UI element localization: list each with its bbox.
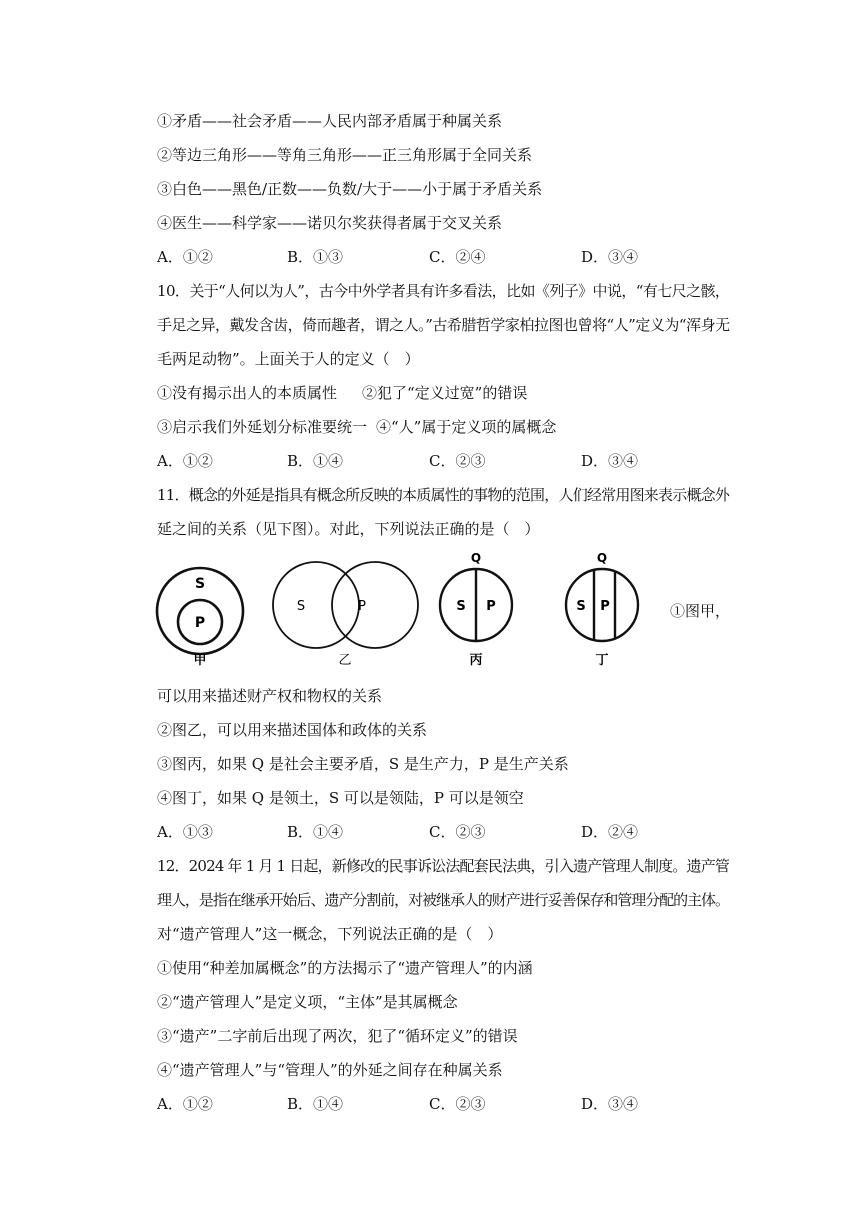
q9-option-c[interactable]: C．②④: [429, 248, 486, 266]
figure-yi: [273, 562, 418, 668]
q10-item-4: ④“人”属于定义项的属概念: [376, 418, 557, 436]
q11-stem-line-2: 延之间的关系（见下图）。对此，下列说法正确的是（ ）: [157, 520, 540, 538]
q10-item-2: ②犯了“定义过宽”的错误: [362, 384, 528, 402]
q12-option-d[interactable]: D．③④: [581, 1095, 639, 1113]
ding-label-p: P: [600, 599, 610, 614]
q11-item-3: ③图丙，如果 Q 是社会主要矛盾，S 是生产力，P 是生产关系: [157, 755, 569, 773]
q9-options: [157, 247, 777, 267]
q10-option-c[interactable]: C．②③: [429, 452, 486, 470]
q11-option-c[interactable]: C．②③: [429, 823, 486, 841]
ding-caption: 丁: [595, 653, 609, 668]
q10-option-a[interactable]: A．①②: [157, 452, 213, 470]
q11-option-a[interactable]: A．①③: [157, 823, 213, 841]
yi-label-p: P: [358, 599, 366, 614]
q10-stem-line-2: 手足之异，戴发含齿，倚而趣者，谓之人。”古希腊哲学家柏拉图也曾将“人”定义为“浑身无: [157, 316, 730, 334]
q12-item-2: ②“遗产管理人”是定义项，“主体”是其属概念: [157, 993, 458, 1011]
ding-label-s: S: [576, 599, 586, 614]
bing-label-s: S: [456, 599, 466, 614]
q12-stem-line-3: 对“遗产管理人”这一概念，下列说法正确的是（ ）: [157, 925, 503, 943]
venn-figure: [150, 548, 660, 672]
q12-option-a[interactable]: A．①②: [157, 1095, 213, 1113]
figure-ding: [566, 551, 638, 668]
q12-stem-line-1: 12．2024 年 1 月 1 日起，新修改的民事诉讼法配套民法典，引入遗产管理人制度。遗产管: [157, 857, 730, 875]
jia-label-p: P: [194, 615, 206, 631]
q10-item-3: ③启示我们外延划分标准要统一: [157, 418, 368, 436]
q9-option-b[interactable]: B．①③: [287, 248, 344, 266]
q9-item-4: ④医生——科学家——诺贝尔奖获得者属于交叉关系: [157, 214, 503, 232]
figure-bing: [440, 551, 512, 668]
q9-item-3: ③白色——黑色/正数——负数/大于——小于属于矛盾关系: [157, 180, 543, 198]
q11-item-4: ④图丁，如果 Q 是领土，S 可以是领陆，P 可以是领空: [157, 789, 524, 807]
yi-caption: 乙: [338, 653, 352, 668]
q10-stem-line-1: 10．关于“人何以为人”，古今中外学者具有许多看法，比如《列子》中说，“有七尺之骸，: [157, 282, 730, 300]
q12-options: [157, 1094, 777, 1114]
q10-option-b[interactable]: B．①④: [287, 452, 344, 470]
q11-options: [157, 822, 777, 842]
q11-stem-line-1: 11．概念的外延是指具有概念所反映的本质属性的事物的范围，人们经常用图来表示概念外: [157, 486, 730, 504]
bing-label-p: P: [486, 599, 496, 614]
q9-option-a[interactable]: A．①②: [157, 248, 213, 266]
q11-item-1-head: ①图甲，: [670, 602, 731, 620]
q10-option-d[interactable]: D．③④: [581, 452, 639, 470]
q11-option-d[interactable]: D．②④: [581, 823, 639, 841]
yi-right-circle: [332, 562, 418, 648]
q9-item-1: ①矛盾——社会矛盾——人民内部矛盾属于种属关系: [157, 112, 503, 130]
q10-item-1: ①没有揭示出人的本质属性: [157, 384, 338, 402]
q10-stem-line-3: 毛两足动物”。上面关于人的定义（ ）: [157, 350, 420, 368]
q11-item-1-tail: 可以用来描述财产权和物权的关系: [157, 687, 383, 705]
q9-item-2: ②等边三角形——等角三角形——正三角形属于全同关系: [157, 146, 533, 164]
q12-option-b[interactable]: B．①④: [287, 1095, 344, 1113]
q11-item-2: ②图乙，可以用来描述国体和政体的关系: [157, 721, 428, 739]
jia-label-s: S: [194, 576, 206, 592]
figure-jia: [157, 568, 243, 668]
bing-caption: 丙: [469, 653, 483, 668]
jia-caption: 甲: [193, 653, 207, 668]
q10-options: [157, 451, 777, 471]
q9-option-d[interactable]: D．③④: [581, 248, 639, 266]
yi-label-s: S: [296, 599, 306, 614]
q12-item-4: ④“遗产管理人”与“管理人”的外延之间存在种属关系: [157, 1061, 503, 1079]
q12-item-3: ③“遗产”二字前后出现了两次，犯了“循环定义”的错误: [157, 1027, 518, 1045]
yi-left-circle: [273, 562, 359, 648]
bing-label-q: Q: [470, 551, 482, 565]
q12-option-c[interactable]: C．②③: [429, 1095, 486, 1113]
q12-stem-line-2: 理人，是指在继承开始后、遗产分割前，对被继承人的财产进行妥善保存和管理分配的主体。: [157, 891, 729, 909]
q12-item-1: ①使用“种差加属概念”的方法揭示了“遗产管理人”的内涵: [157, 959, 533, 977]
q11-option-b[interactable]: B．①④: [287, 823, 344, 841]
ding-label-q: Q: [596, 551, 608, 565]
